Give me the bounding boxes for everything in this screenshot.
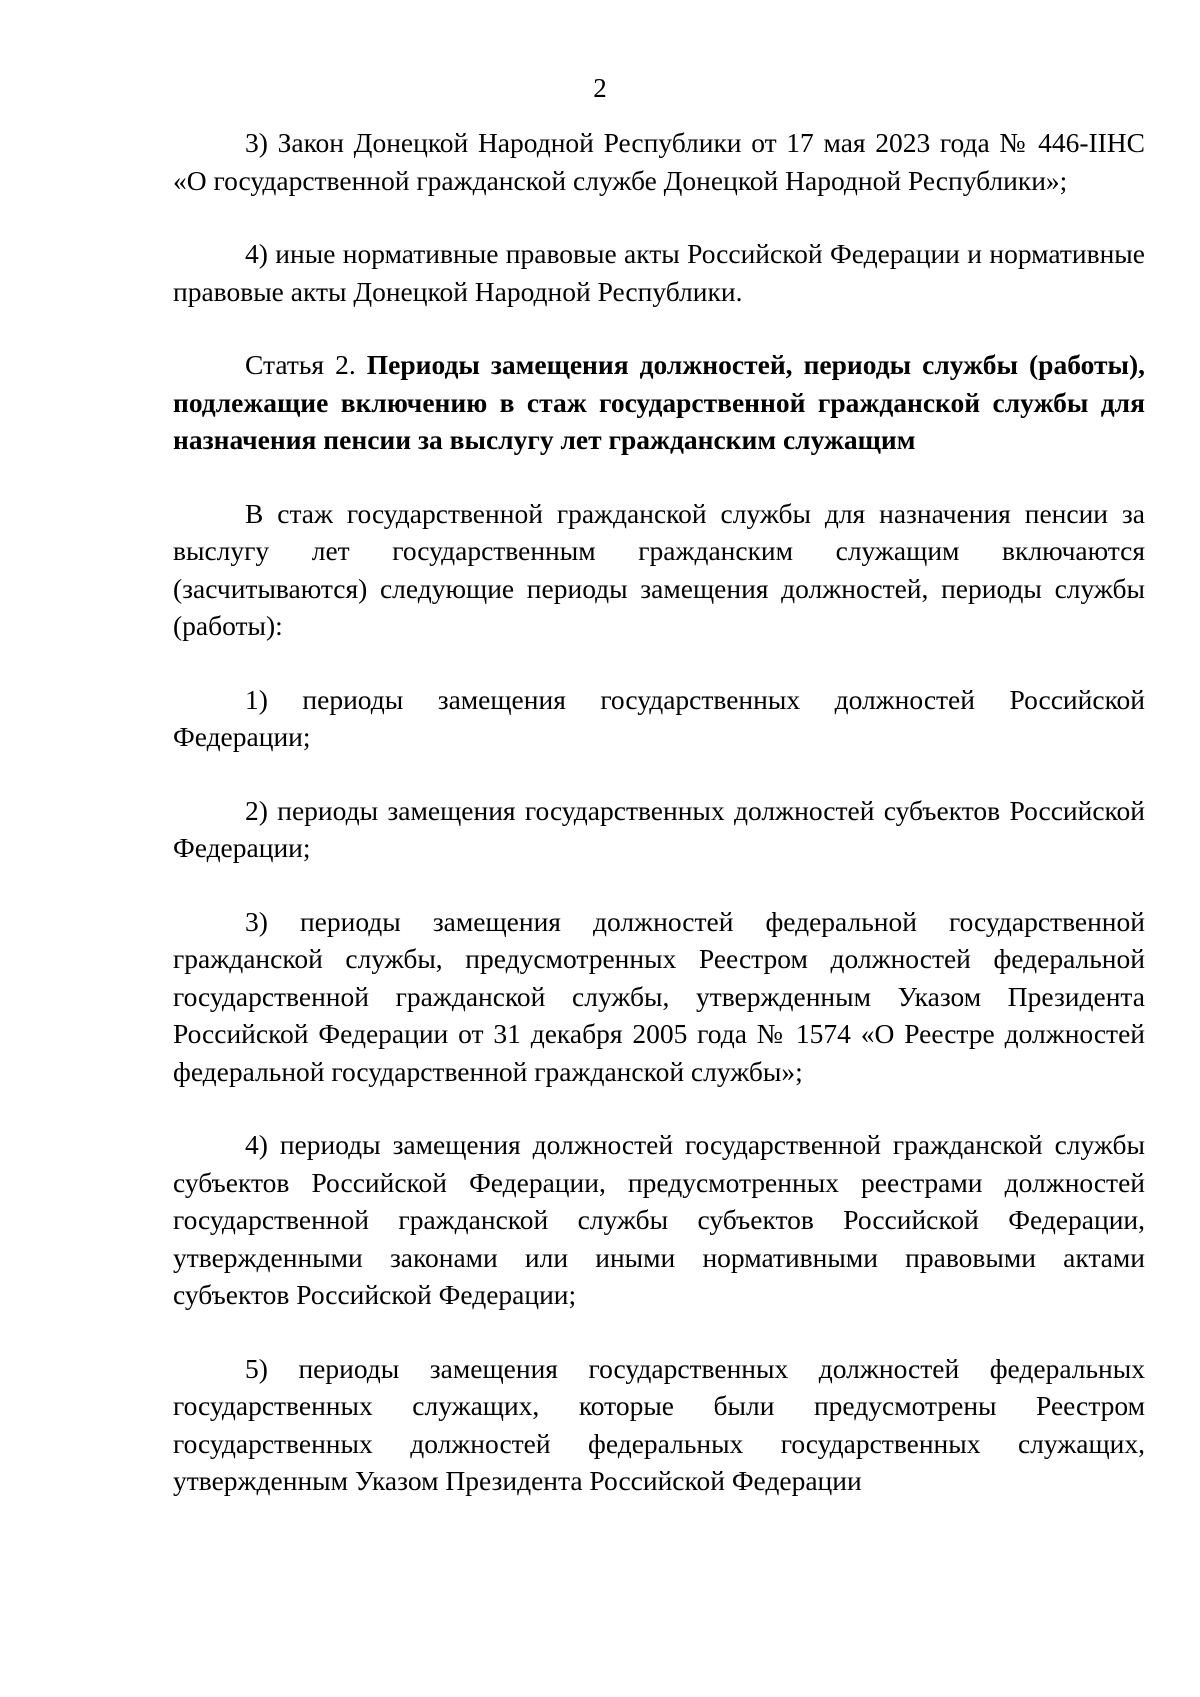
paragraph-period-item-4: 4) периоды замещения должностей государственной гражданской службы субъектов Российской Федерации, предусмотренных реестрами должностей государственной гражданской службы субъектов Российской Федерации, утвержденными законами или иными нормативными правовыми актами субъектов Российской Федерации; xyxy=(173,1129,1145,1310)
paragraph-article-intro: В стаж государственной гражданской службы для назначения пенсии за выслугу лет государственным гражданским служащим включаются (засчитываются) следующие периоды замещения должностей, периоды службы (работы): xyxy=(173,497,1145,641)
paragraph-spacer xyxy=(173,1314,1145,1350)
paragraph-spacer xyxy=(173,310,1145,346)
document-body xyxy=(173,124,1145,1500)
paragraph-spacer xyxy=(173,459,1145,495)
article-heading xyxy=(173,346,1145,459)
paragraph-period-item-5: 5) периоды замещения государственных должностей федеральных государственных служащих, которые были предусмотрены Реестром государственных должностей федеральных государственных служащих, утвержденным Указом Президента Российской Федерации xyxy=(173,1352,1145,1496)
paragraph-spacer xyxy=(173,645,1145,681)
page-number: 2 xyxy=(593,73,607,103)
paragraph-law-item-4: 4) иные нормативные правовые акты Российской Федерации и нормативные правовые акты Донецкой Народной Республики. xyxy=(173,238,1145,307)
paragraph-spacer xyxy=(173,867,1145,903)
paragraph-period-item-3: 3) периоды замещения должностей федеральной государственной гражданской службы, предусмотренных Реестром должностей федеральной государственной гражданской службы, утвержденным Указом Президента Российской Федерации от 31 декабря 2005 года № 1574 «О Реестре должностей федеральной государственной гражданской службы»; xyxy=(173,905,1145,1087)
paragraph-period-item-1: 1) периоды замещения государственных должностей Российской Федерации; xyxy=(173,683,1145,752)
paragraph-spacer xyxy=(173,1090,1145,1126)
paragraph-period-item-2: 2) периоды замещения государственных должностей субъектов Российской Федерации; xyxy=(173,794,1145,863)
article-number: Статья 2. xyxy=(245,349,367,380)
paragraph-spacer xyxy=(173,756,1145,792)
paragraph-law-item-3: 3) Закон Донецкой Народной Республики от 17 мая 2023 года № 446-IIНС «О государственной гражданской службе Донецкой Народной Республики»; xyxy=(173,127,1145,196)
paragraph-spacer xyxy=(173,199,1145,235)
article-title: Периоды замещения должностей, периоды службы (работы), подлежащие включению в стаж государственной гражданской службы для назначения пенсии за выслугу лет гражданским служащим xyxy=(173,349,1145,455)
